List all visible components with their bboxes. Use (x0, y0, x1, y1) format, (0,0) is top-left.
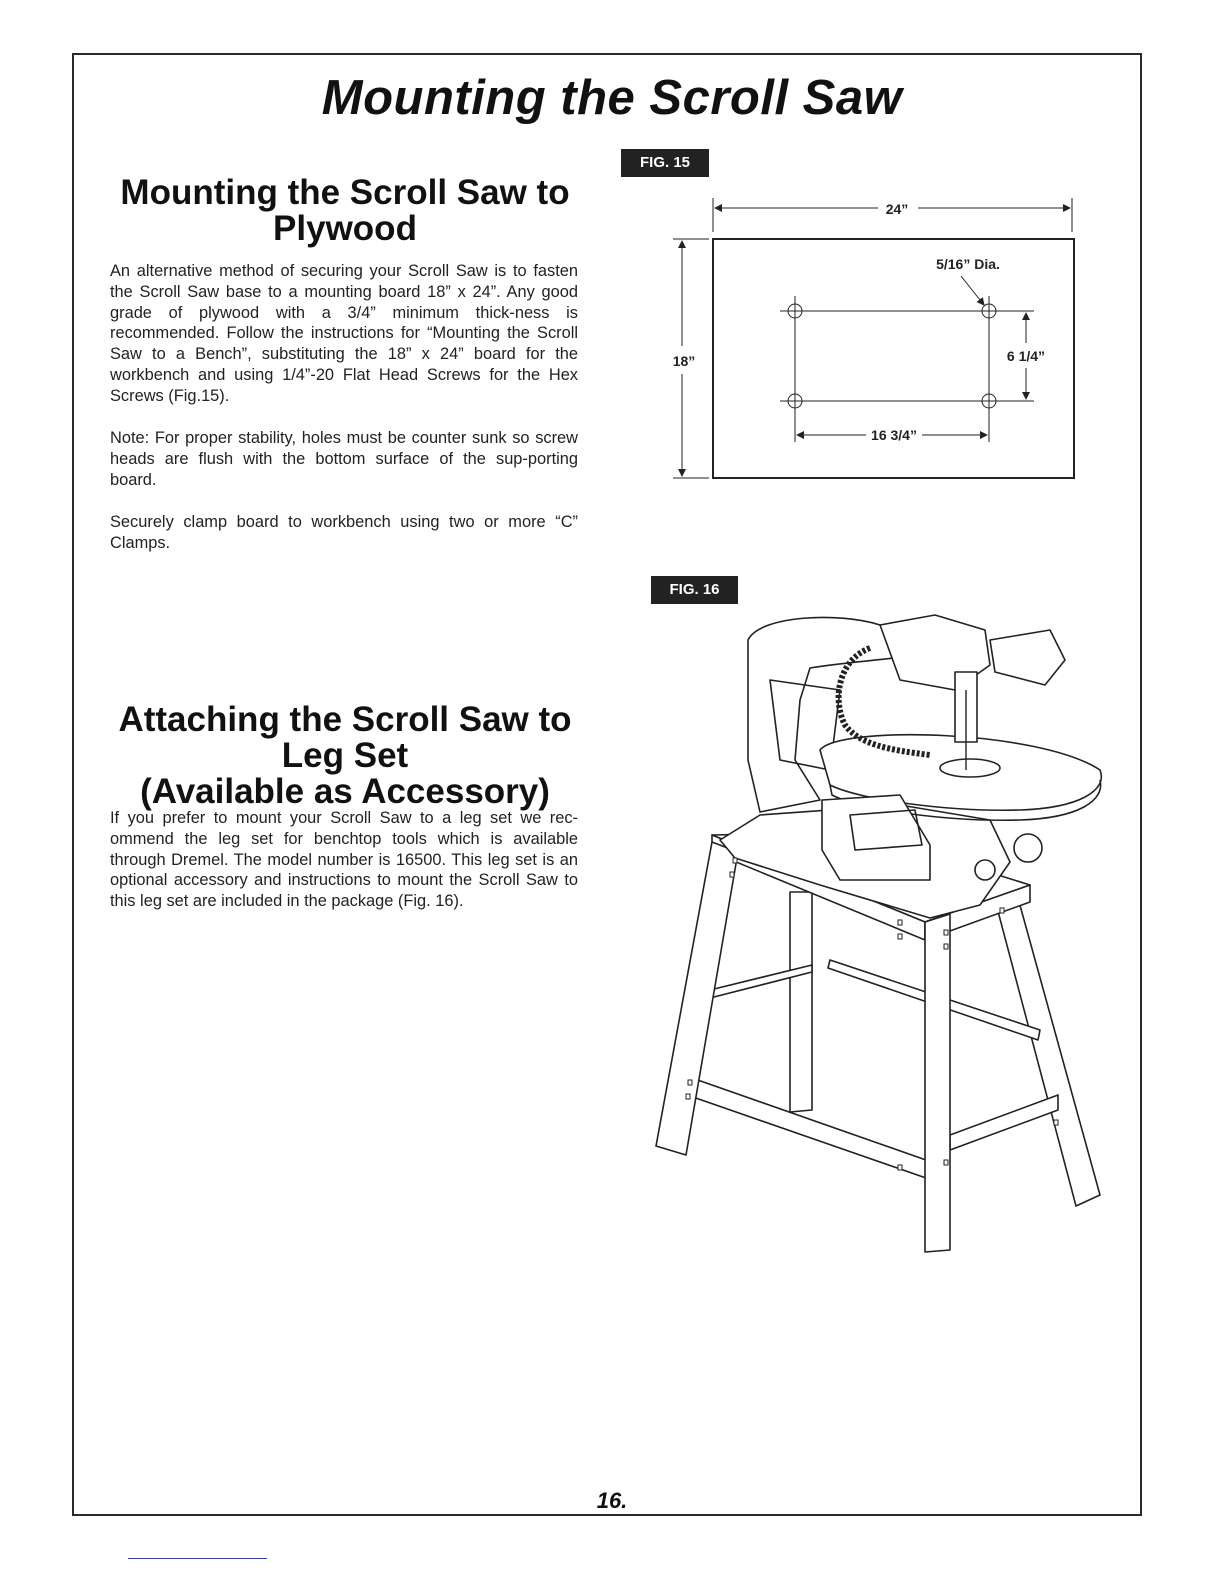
section-heading-line: Leg Set (281, 736, 409, 775)
leg-front-middle (925, 914, 950, 1252)
dim-hole-dia-label: 5/16” Dia. (936, 256, 1000, 272)
fig15-label: FIG. 15 (621, 149, 709, 177)
dim-width-label: 24” (885, 201, 909, 217)
section-heading-line: Plywood (273, 209, 417, 248)
dim-hole-horizontal-label: 16 3/4” (871, 427, 917, 443)
tilt-knob (1014, 834, 1042, 862)
page-number: 16. (596, 1488, 628, 1513)
speed-knob (975, 860, 995, 880)
fig16-label: FIG. 16 (651, 576, 738, 604)
work-light (990, 630, 1065, 685)
page-title: Mounting the Scroll Saw (321, 71, 903, 125)
plywood-paragraph: An alternative method of securing your Scroll Saw is to fasten the Scroll Saw base to a mounting board 18” x 24”. Any good grade of plywood with a 3/4” minimum thick-ness is recommended. Follow the instructions for “Mounting the Scroll Saw to a Bench”, substituting the 18” x 24” board for the workbench and using 1/4”-20 Flat Head Screws for the Hex Screws (Fig.15). (110, 262, 578, 405)
dim-hole-vertical-label: 6 1/4” (1006, 348, 1046, 364)
section-heading-line: (Available as Accessory) (140, 772, 550, 811)
leg-rear-right (995, 898, 1100, 1206)
footer-rule (128, 1558, 267, 1559)
fig15-mounting-board-diagram (660, 190, 1090, 490)
section-heading-line: Mounting the Scroll Saw to (120, 173, 570, 212)
section-heading-plywood (100, 175, 590, 247)
section-heading-line: Attaching the Scroll Saw to (118, 700, 572, 739)
dim-height-label: 18” (672, 353, 696, 369)
stability-note: Note: For proper stability, holes must be counter sunk so screw heads are flush with the bottom surface of the sup-porting board. (110, 429, 578, 489)
section-heading-leg-set (100, 702, 590, 810)
fig16-scroll-saw-on-leg-set (640, 595, 1110, 1260)
clamp-paragraph: Securely clamp board to workbench using two or more “C” Clamps. (110, 513, 578, 552)
leg-set-paragraph: If you prefer to mount your Scroll Saw to a leg set we rec-ommend the leg set for benchtop tools which is available through Dremel. The model number is 16500. This leg set is an optional accessory and instructions to mount the Scroll Saw to this leg set are included in the package (Fig. 16). (110, 809, 578, 911)
leg-rear-left (790, 892, 812, 1112)
